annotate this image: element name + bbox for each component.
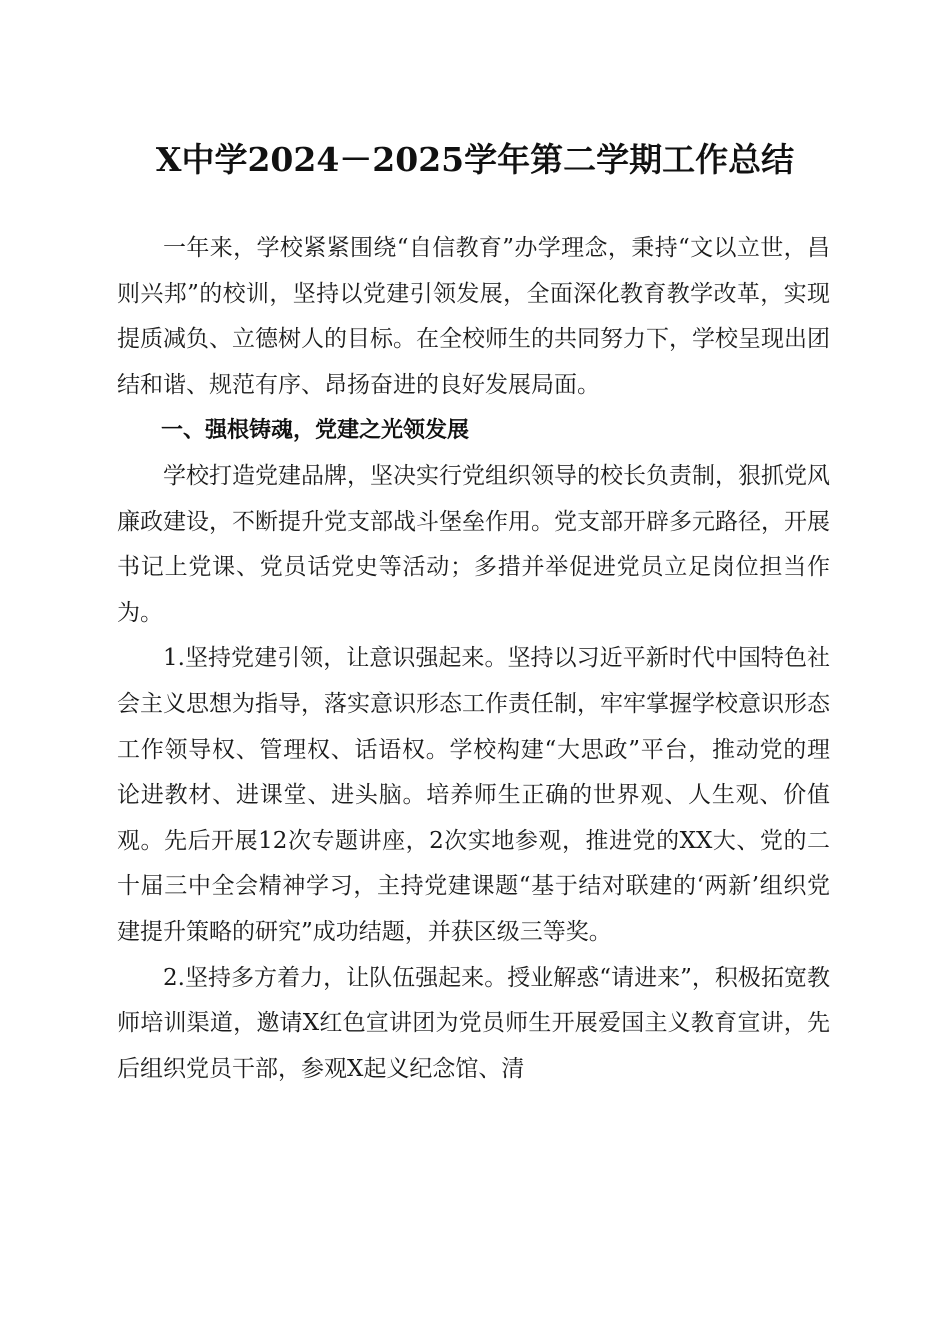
document-body [117,226,830,1092]
item-1-paragraph: 1.坚持党建引领，让意识强起来。坚持以习近平新时代中国特色社会主义思想为指导，落实意识形态工作责任制，牢牢掌握学校意识形态工作领导权、管理权、话语权。学校构建“大思政”平台，推动党的理论进教材、进课堂、进头脑。培养师生正确的世界观、人生观、价值观。先后开展12次专题讲座，2次实地参观，推进党的XX大、党的二十届三中全会精神学习，主持党建课题“基于结对联建的‘两新’组织党建提升策略的研究”成功结题，并获区级三等奖。 [117,645,830,945]
item-2-paragraph: 2.坚持多方着力，让队伍强起来。授业解惑“请进来”，积极拓宽教师培训渠道，邀请X红色宣讲团为党员师生开展爱国主义教育宣讲，先后组织党员干部，参观X起义纪念馆、清 [117,964,830,1082]
section-heading: 一、强根铸魂，党建之光领发展 [161,418,470,444]
intro-paragraph: 一年来，学校紧紧围绕“自信教育”办学理念，秉持“文以立世，昌则兴邦”的校训，坚持以党建引领发展，全面深化教育教学改革，实现提质减负、立德树人的目标。在全校师生的共同努力下，学校呈现出团结和谐、规范有序、昂扬奋进的良好发展局面。 [117,235,830,398]
document-title: X中学2024－2025学年第二学期工作总结 [155,140,795,179]
section-summary-paragraph: 学校打造党建品牌，坚决实行党组织领导的校长负责制，狠抓党风廉政建设，不断提升党支部战斗堡垒作用。党支部开辟多元路径，开展书记上党课、党员话党史等活动；多措并举促进党员立足岗位担当作为。 [117,462,830,626]
